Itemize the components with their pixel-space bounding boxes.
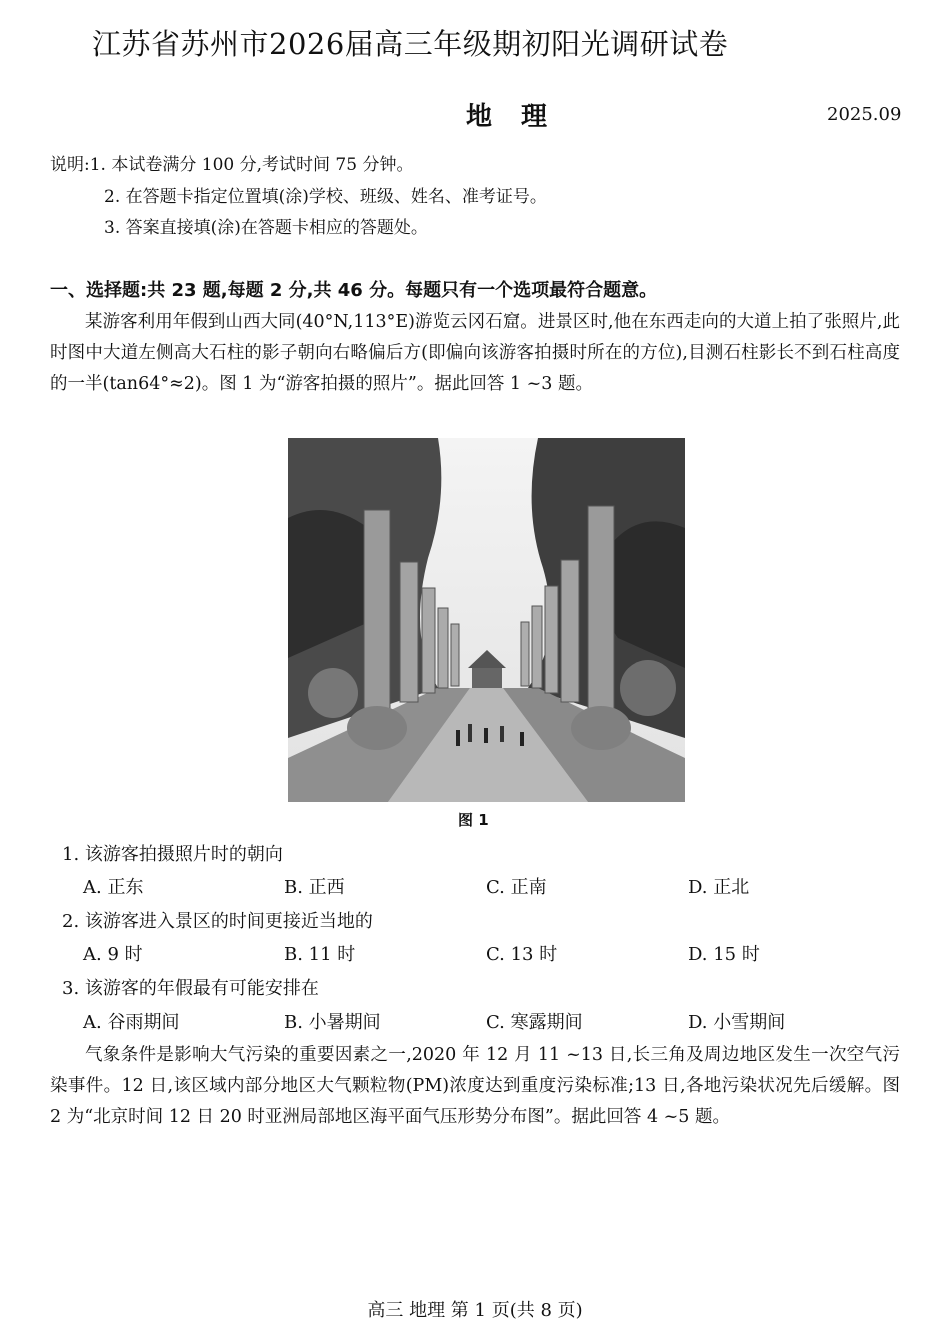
question-2-stem: 2. 该游客进入景区的时间更接近当地的: [62, 911, 373, 932]
section-heading: 一、选择题:共 23 题,每题 2 分,共 46 分。每题只有一个选项最符合题意。: [50, 280, 658, 301]
exam-title: 江苏省苏州市2026届高三年级期初阳光调研试卷: [92, 27, 729, 61]
stone-pillar-avenue-image: [288, 438, 685, 802]
passage-1: 某游客利用年假到山西大同(40°N,113°E)游览云冈石窟。进景区时,他在东西走向的大道上拍了张照片,此时图中大道左侧高大石柱的影子朝向右略偏后方(即偏向该游客拍摄时所在的方位),目测石柱影长不到石柱高度的一半(tan64°≈2)。图 1 为“游客拍摄的照片”。据此回答 1 ~3 题。: [50, 312, 900, 394]
q2-option-c: C. 13 时: [486, 944, 558, 965]
q3-option-d: D. 小雪期间: [688, 1012, 786, 1033]
page-footer: 高三 地理 第 1 页(共 8 页): [367, 1300, 583, 1321]
q2-option-a: A. 9 时: [83, 944, 143, 965]
exam-date: 2025.09: [827, 104, 902, 125]
q2-option-d: D. 15 时: [688, 944, 760, 965]
figure-1-photo: [288, 438, 685, 802]
figure-1-caption: 图 1: [458, 811, 489, 829]
question-1-stem: 1. 该游客拍摄照片时的朝向: [62, 844, 283, 865]
subject-title: 地 理: [466, 102, 558, 132]
q3-option-c: C. 寒露期间: [486, 1012, 583, 1033]
passage-2: 气象条件是影响大气污染的重要因素之一,2020 年 12 月 11 ~13 日,长三角及周边地区发生一次空气污染事件。12 日,该区域内部分地区大气颗粒物(PM)浓度达到重度污染标准;13 日,各地污染状况先后缓解。图 2 为“北京时间 12 日 20 时亚洲局部地区海平面气压形势分布图”。据此回答 4 ~5 题。: [50, 1045, 900, 1127]
q1-option-c: C. 正南: [486, 877, 547, 898]
instruction-3: 3. 答案直接填(涂)在答题卡相应的答题处。: [104, 218, 428, 238]
q2-option-b: B. 11 时: [284, 944, 356, 965]
q3-option-b: B. 小暑期间: [284, 1012, 381, 1033]
instruction-2: 2. 在答题卡指定位置填(涂)学校、班级、姓名、准考证号。: [104, 187, 547, 207]
instruction-1: 说明:1. 本试卷满分 100 分,考试时间 75 分钟。: [50, 155, 414, 175]
q1-option-d: D. 正北: [688, 877, 750, 898]
q3-option-a: A. 谷雨期间: [83, 1012, 180, 1033]
question-3-stem: 3. 该游客的年假最有可能安排在: [62, 978, 319, 999]
q1-option-b: B. 正西: [284, 877, 345, 898]
q1-option-a: A. 正东: [83, 877, 144, 898]
